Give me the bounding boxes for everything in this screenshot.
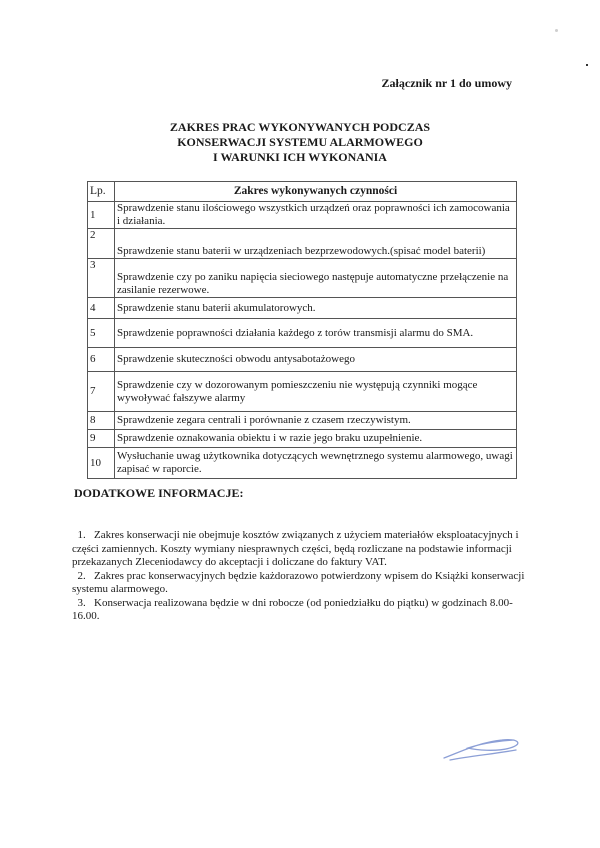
- header-lp: Lp.: [88, 182, 115, 202]
- row-number: 1: [88, 202, 115, 229]
- document-title: [0, 120, 600, 165]
- row-number: 9: [88, 430, 115, 448]
- table-row: [88, 430, 517, 448]
- row-number: 2: [88, 229, 115, 259]
- row-text: Wysłuchanie uwag użytkownika dotyczących wewnętrznego systemu alarmowego, uwagi zapisać w raporcie.: [115, 448, 517, 479]
- note-item: [72, 570, 532, 597]
- title-line: I WARUNKI ICH WYKONANIA: [213, 150, 387, 164]
- signature-image: [440, 728, 530, 768]
- row-number: 10: [88, 448, 115, 479]
- row-number: 5: [88, 319, 115, 348]
- note-number: 1.: [77, 529, 86, 541]
- title-line: ZAKRES PRAC WYKONYWANYCH PODCZAS: [169, 120, 431, 134]
- row-text: Sprawdzenie stanu baterii w urządzeniach bezprzewodowych.(spisać model baterii): [115, 229, 517, 259]
- table-row: [88, 448, 517, 479]
- scan-speck: [555, 29, 558, 32]
- row-text: Sprawdzenie poprawności działania każdego z torów transmisji alarmu do SMA.: [115, 319, 517, 348]
- note-text: Zakres konserwacji nie obejmuje kosztów związanych z użyciem materiałów eksploatacyjnych i części zamiennych. Koszty wymiany niesprawnych części, będą rozliczane na podstawie informacji przekazanych Zleceniodawcy do akceptacji i doliczane do faktury VAT.: [72, 529, 519, 568]
- table-row: [88, 348, 517, 372]
- row-text: Sprawdzenie stanu baterii akumulatorowych.: [115, 298, 517, 319]
- scan-speck: [586, 64, 588, 66]
- table-row: [88, 259, 517, 298]
- row-text: Sprawdzenie czy w dozorowanym pomieszczeniu nie występują czynniki mogące wywoływać fałszywe alarmy: [115, 372, 517, 412]
- table-row: [88, 319, 517, 348]
- notes-list: [72, 529, 532, 624]
- note-text: Konserwacja realizowana będzie w dni robocze (od poniedziałku do piątku) w godzinach 8.00-16.00.: [72, 596, 513, 622]
- table-header-row: [88, 182, 517, 202]
- scope-table: [87, 181, 517, 479]
- note-number: 2.: [77, 569, 86, 582]
- row-number: 4: [88, 298, 115, 319]
- note-item: [72, 597, 532, 624]
- table-row: [88, 229, 517, 259]
- row-text: Sprawdzenie oznakowania obiektu i w razie jego braku uzupełnienie.: [115, 430, 517, 448]
- note-text: Zakres prac konserwacyjnych będzie każdorazowo potwierdzony wpisem do Książki konserwacji systemu alarmowego.: [72, 569, 525, 595]
- table-row: [88, 202, 517, 229]
- additional-info-heading: DODATKOWE INFORMACJE:: [74, 486, 244, 500]
- note-item: [72, 529, 532, 570]
- note-number: 3.: [77, 596, 86, 609]
- table-row: [88, 372, 517, 412]
- row-text: Sprawdzenie skuteczności obwodu antysabotażowego: [115, 348, 517, 372]
- table-row: [88, 412, 517, 430]
- title-line: KONSERWACJI SYSTEMU ALARMOWEGO: [177, 135, 423, 149]
- row-text: Sprawdzenie zegara centrali i porównanie z czasem rzeczywistym.: [115, 412, 517, 430]
- row-text: Sprawdzenie stanu ilościowego wszystkich urządzeń oraz poprawności ich zamocowania i działania.: [115, 202, 517, 229]
- header-scope: Zakres wykonywanych czynności: [115, 182, 517, 202]
- row-number: 7: [88, 372, 115, 412]
- row-number: 8: [88, 412, 115, 430]
- row-number: 3: [88, 259, 115, 298]
- row-number: 6: [88, 348, 115, 372]
- table-row: [88, 298, 517, 319]
- row-text: Sprawdzenie czy po zaniku napięcia sieciowego następuje automatyczne przełączenie na zasilanie rezerwowe.: [115, 259, 517, 298]
- annex-label: Załącznik nr 1 do umowy: [381, 76, 512, 90]
